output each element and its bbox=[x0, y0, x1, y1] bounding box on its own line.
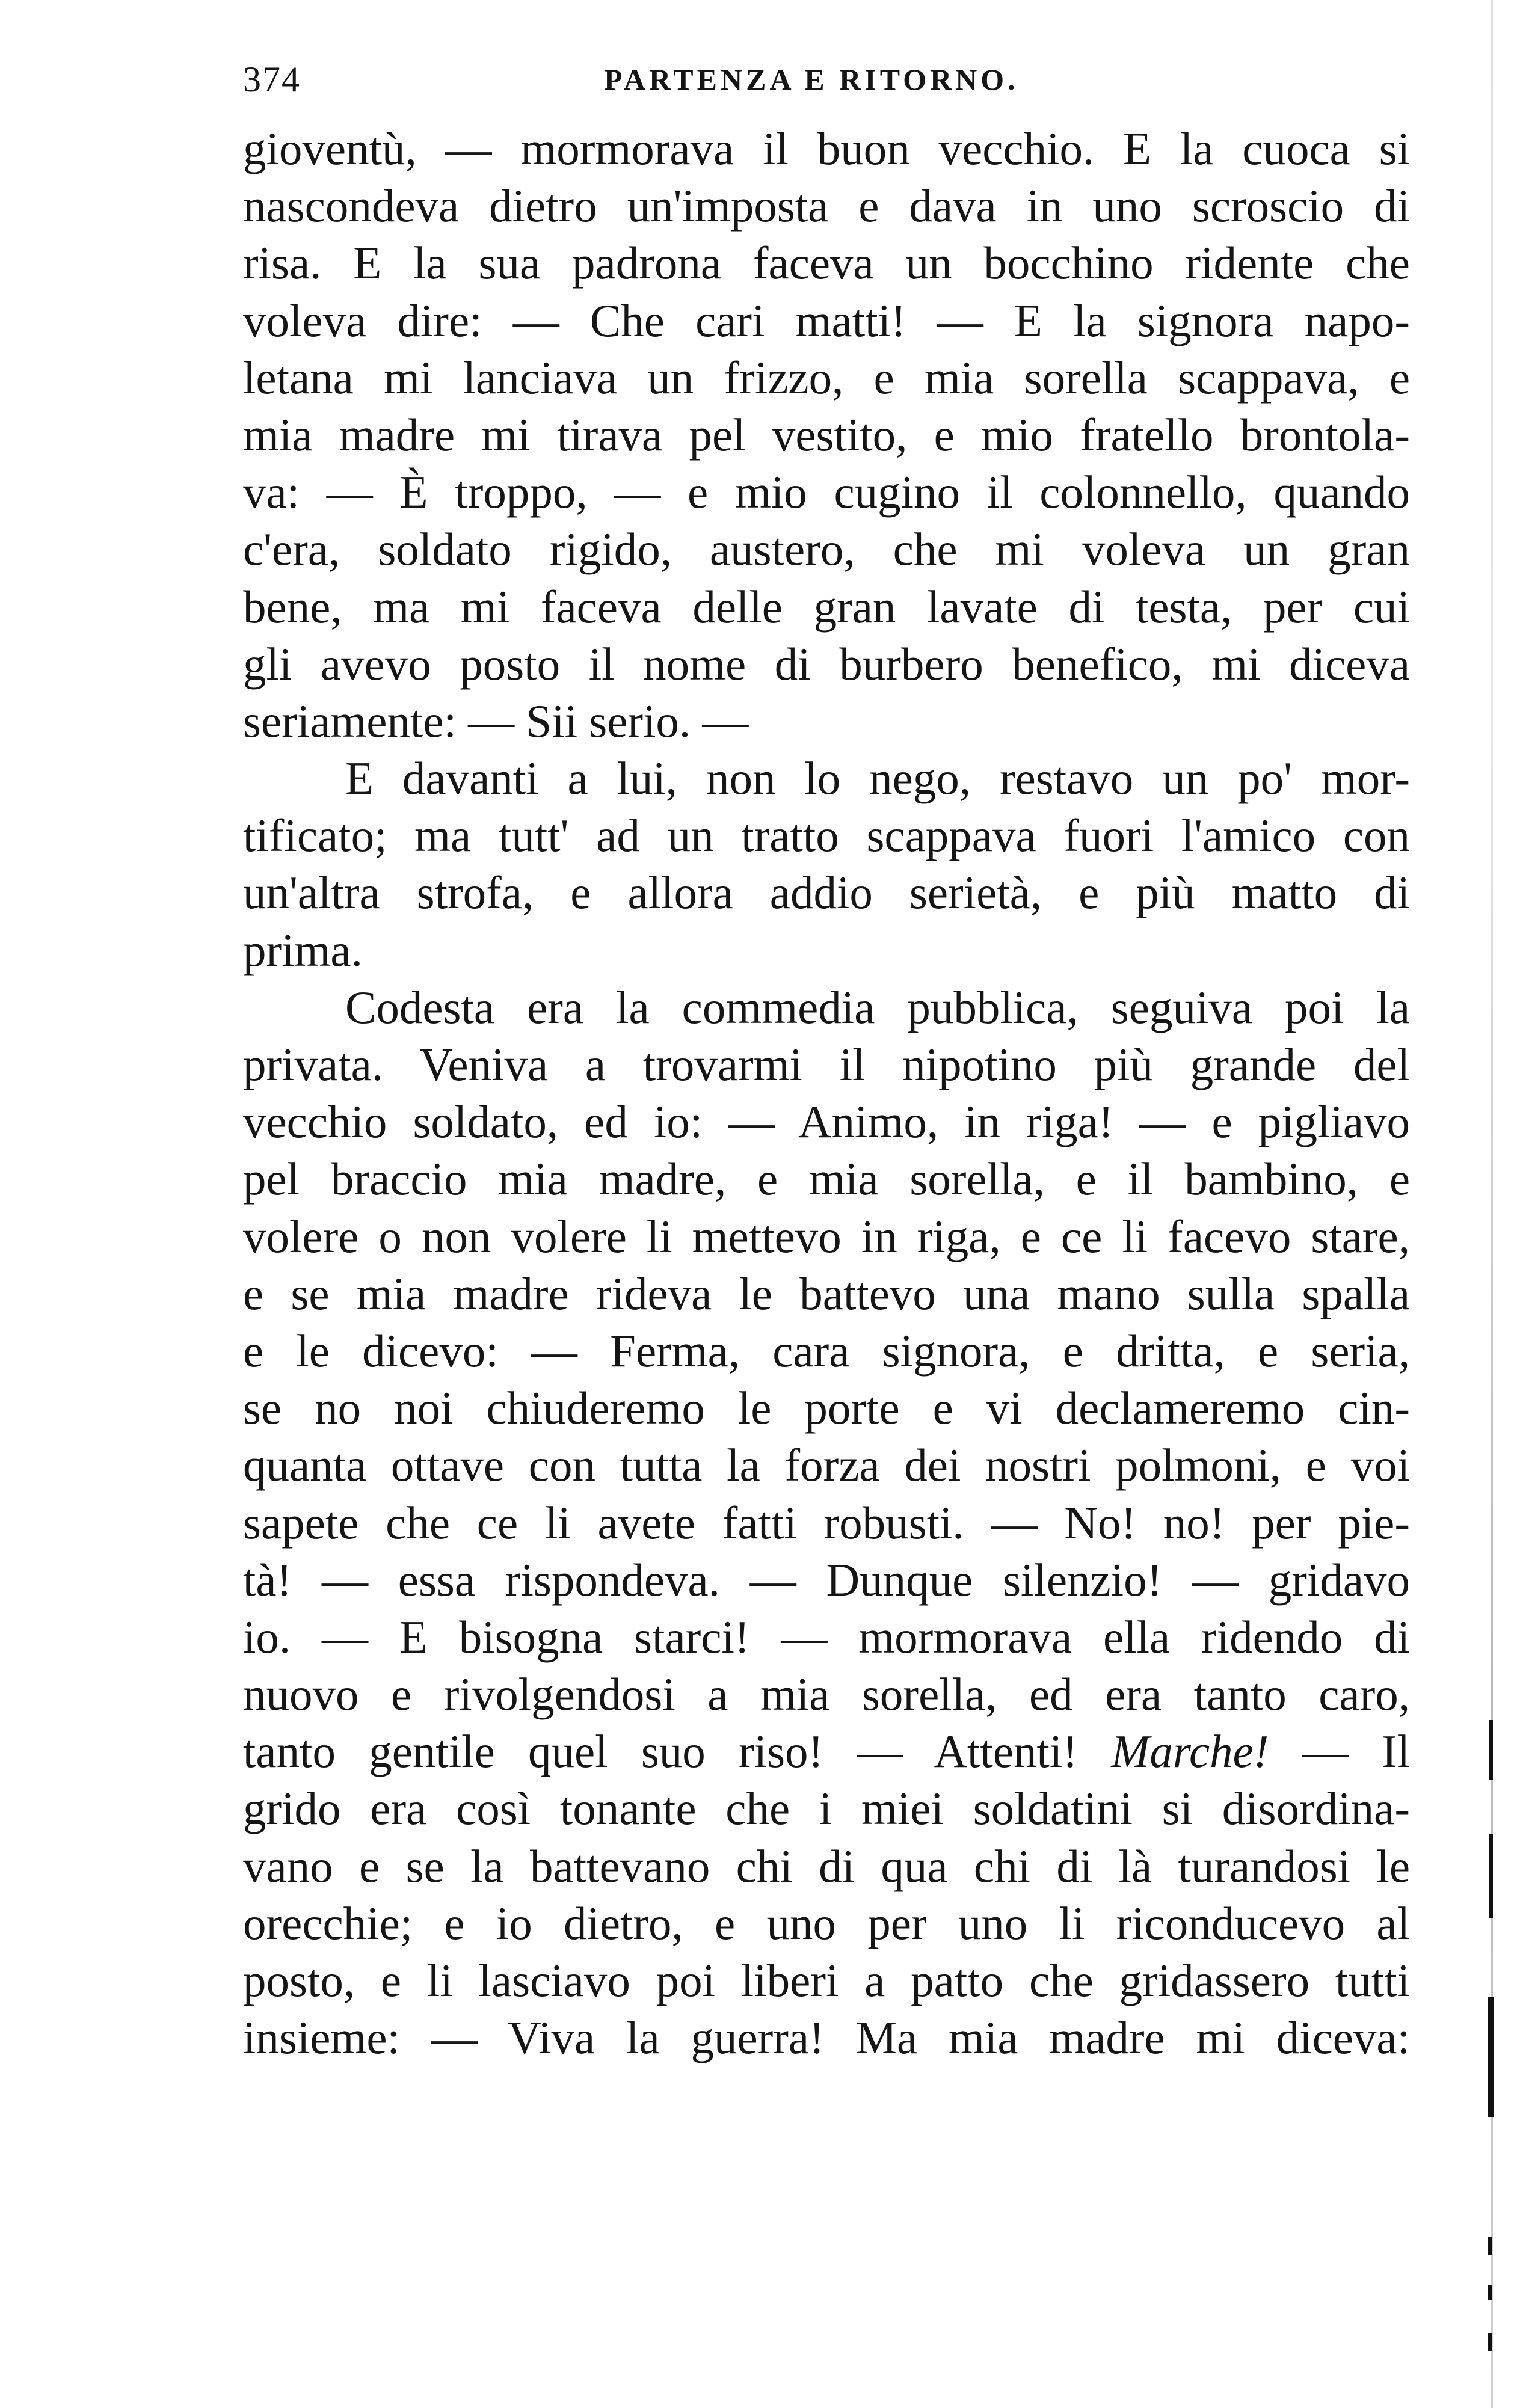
text-line: sapete che ce li avete fatti robusti. — No! no! per pie- bbox=[243, 1496, 1410, 1549]
italic-text: Marche! bbox=[1111, 1725, 1269, 1778]
page-edge-mark bbox=[1488, 2285, 1492, 2300]
text-line: io. — E bisogna starci! — mormorava ella ridendo di bbox=[243, 1611, 1410, 1663]
text-line: nuovo e rivolgendosi a mia sorella, ed era tanto caro, bbox=[243, 1668, 1410, 1721]
text-line: c'era, soldato rigido, austero, che mi voleva un gran bbox=[243, 523, 1410, 576]
page-number: 374 bbox=[243, 60, 301, 99]
text-line: bene, ma mi faceva delle gran lavate di testa, per cui bbox=[243, 580, 1410, 633]
page-edge-mark bbox=[1489, 1720, 1493, 1780]
text-line: vano e se la battevano chi di qua chi di là turandosi le bbox=[243, 1840, 1410, 1892]
text-line: pel braccio mia madre, e mia sorella, e il bambino, e bbox=[243, 1153, 1410, 1205]
text-line: nascondeva dietro un'imposta e dava in uno scroscio di bbox=[243, 180, 1410, 232]
text-line: risa. E la sua padrona faceva un bocchino ridente che bbox=[243, 237, 1410, 289]
text-line: gli avevo posto il nome di burbero benefico, mi diceva bbox=[243, 637, 1410, 690]
text-line: e le dicevo: — Ferma, cara signora, e dritta, e seria, bbox=[243, 1324, 1410, 1377]
text-line: orecchie; e io dietro, e uno per uno li riconducevo al bbox=[243, 1897, 1410, 1949]
page-edge-mark bbox=[1488, 2333, 1492, 2351]
page-edge-mark bbox=[1488, 2237, 1492, 2255]
text-line: va: — È troppo, — e mio cugino il colonnello, quando bbox=[243, 466, 1410, 518]
text-line-mixed bbox=[243, 1723, 1410, 1780]
text-line: E davanti a lui, non lo nego, restavo un po' mor- bbox=[345, 752, 1410, 805]
text-line: gioventù, — mormorava il buon vecchio. E la cuoca si bbox=[243, 123, 1410, 174]
text-line: voleva dire: — Che cari matti! — E la signora napo- bbox=[243, 294, 1410, 346]
text-line: tificato; ma tutt' ad un tratto scappava fuori l'amico con bbox=[243, 809, 1410, 862]
text-line: quanta ottave con tutta la forza dei nostri polmoni, e voi bbox=[243, 1439, 1410, 1491]
text-line: e se mia madre rideva le battevo una mano sulla spalla bbox=[243, 1267, 1410, 1319]
text-line: tà! — essa rispondeva. — Dunque silenzio! — gridavo bbox=[243, 1553, 1410, 1606]
text-line: se no noi chiuderemo le porte e vi declameremo cin- bbox=[243, 1382, 1410, 1434]
text-line: vecchio soldato, ed io: — Animo, in riga! — e pigliavo bbox=[243, 1096, 1410, 1148]
running-title: PARTENZA E RITORNO. bbox=[604, 63, 1019, 96]
text-line: letana mi lanciava un frizzo, e mia sorella scappava, e bbox=[243, 351, 1410, 404]
text-line: posto, e li lasciavo poi liberi a patto che gridassero tutti bbox=[243, 1955, 1410, 2006]
page-edge-mark bbox=[1489, 1834, 1493, 1918]
page-edge-mark bbox=[1488, 1997, 1494, 2117]
text-segment: — Il bbox=[1302, 1725, 1411, 1778]
text-line: mia madre mi tirava pel vestito, e mio fratello brontola- bbox=[243, 408, 1410, 461]
text-line: volere o non volere li mettevo in riga, e ce li facevo stare, bbox=[243, 1210, 1410, 1262]
text-line: prima. bbox=[243, 924, 363, 976]
text-line: Codesta era la commedia pubblica, seguiva poi la bbox=[345, 981, 1410, 1033]
running-head bbox=[243, 49, 1352, 109]
text-segment: tanto gentile quel suo riso! — Attenti! bbox=[243, 1725, 1078, 1778]
text-line: seriamente: — Sii serio. — bbox=[243, 695, 749, 747]
text-line: un'altra strofa, e allora addio serietà, e più matto di bbox=[243, 867, 1410, 919]
body-text bbox=[243, 120, 1410, 2066]
text-line: privata. Veniva a trovarmi il nipotino più grande del bbox=[243, 1039, 1410, 1090]
text-line: insieme: — Viva la guerra! Ma mia madre mi diceva: bbox=[243, 2012, 1410, 2064]
text-line: grido era così tonante che i miei soldatini si disordina- bbox=[243, 1783, 1410, 1835]
